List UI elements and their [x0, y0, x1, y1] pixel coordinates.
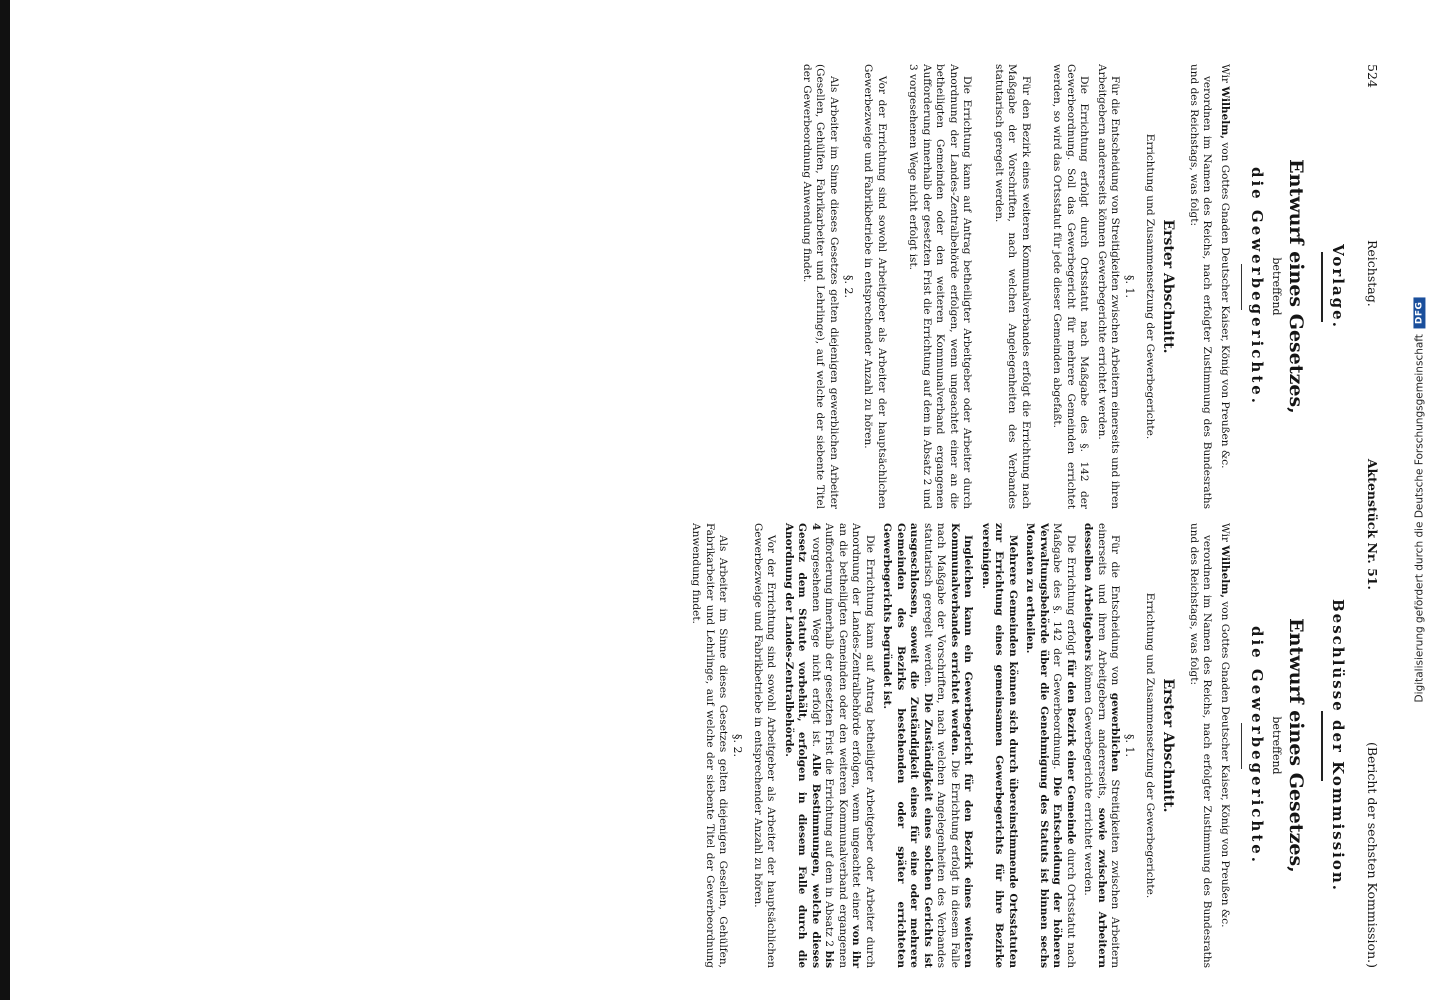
paragraph-text: Mehrere Gemeinden können sich durch übereinstimmende Ortsstatuten zur Errichtung eines gemeinsamen Gewerbegerichts für ihre Bezirke vereinigen. — [980, 523, 1019, 968]
paragraph-text: Die Errichtung kann auf Antrag betheiligter Arbeitgeber oder Arbeiter durch Anordnung der Landes-Zentralbehörde erfolgen, wenn ungeachtet einer von ihr an die betheiligten Gemeinden oder den weiteren Kommunalverband ergangenen Aufforderung innerhalb der gesetzten Frist die Errichtung auf dem in Absatz 2 bis 4 vorgesehenen Wege nicht erfolgt ist. Alle Bestimmungen, welche dieses Gesetz dem Statute vorbehält, erfolgen in diesem Falle durch die Anordnung der Landes-Zentralbehörde. — [783, 523, 876, 969]
column-vorlage — [685, 64, 1351, 509]
paragraph-text: Als Arbeiter im Sinne dieses Gesetzes gelten diejenigen gewerblichen Arbeiter (Gesellen, Gehülfen, Fabrikarbeiter und Lehrlinge), auf welche der siebente Titel der Gewerbeordnung Anwendung findet. — [801, 64, 840, 509]
law-betreffend: betreffend — [1270, 257, 1283, 316]
law-title: Entwurf eines Gesetzes, — [1285, 159, 1307, 414]
paragraph-sign: §. 1. — [1123, 734, 1137, 757]
law-subject: die Gewerbegerichte. — [1248, 166, 1266, 407]
header-left: Reichstag. — [1365, 239, 1380, 307]
watermark-text: Digitalisierung gefördert durch die Deutsche Forschungsgemeinschaft — [1413, 334, 1425, 703]
header-document-number: Aktenstück Nr. 51. — [1365, 458, 1380, 590]
document-page — [30, 46, 1390, 986]
section-subtitle: Errichtung und Zusammensetzung der Gewerbegerichte. — [1144, 133, 1157, 440]
paragraph-text: Die Errichtung erfolgt durch Ortsstatut nach Maßgabe des §. 142 der Gewerbeordnung. Soll das Gewerbegericht für mehrere Gemeinden errichtet werden, so wird das Ortsstatut für jede dieser Gemeinden abgefaßt. — [1051, 64, 1091, 509]
heading-rule — [1321, 252, 1323, 322]
column-heading: Beschlüsse der Kommission. — [1329, 599, 1347, 892]
paragraph-text: Vor der Errichtung sind sowohl Arbeitgeber als Arbeiter der hauptsächlichen Gewerbezweige und Fabrikbetriebe in entsprechender Anzahl zu hören. — [752, 523, 778, 968]
paragraph-text: Als Arbeiter im Sinne dieses Gesetzes gelten diejenigen Gesellen, Gehülfen, Fabrikarbeiter und Lehrlinge, auf welche der siebente Titel der Gewerbeordnung Anwendung findet. — [690, 523, 730, 968]
law-betreffend: betreffend — [1270, 716, 1283, 775]
section-title: Erster Abschnitt. — [1160, 678, 1177, 813]
enactment-clause: verordnen im Namen des Reichs, nach erfolgter Zustimmung des Bundesraths und des Reichstags, was folgt: — [1188, 64, 1214, 509]
digitization-watermark — [1408, 5, 1430, 995]
paragraph-text: Für den Bezirk eines weiteren Kommunalverbandes erfolgt die Errichtung nach Maßgabe der Vorschriften, nach welchen Angelegenheiten des Verbandes statutarisch geregelt werden. — [993, 64, 1032, 509]
law-subject: die Gewerbegerichte. — [1248, 625, 1266, 866]
page-header — [1365, 64, 1380, 968]
section-title: Erster Abschnitt. — [1160, 219, 1177, 354]
paragraph-text: Für die Entscheidung von Streitigkeiten zwischen Arbeitern einerseits und ihren Arbeitgebern andererseits können Gewerbegerichte errichtet werden. — [1096, 64, 1122, 509]
paragraph-sign: §. 1. — [1123, 275, 1137, 298]
scan-edge-strip — [0, 0, 10, 1000]
paragraph-sign: §. 2. — [731, 734, 745, 757]
paragraph-text: Vor der Errichtung sind sowohl Arbeitgeber als Arbeiter der hauptsächlichen Gewerbezweige und Fabrikbetriebe in entsprechender Anzahl zu hören. — [862, 64, 888, 509]
paragraph-text: Für die Entscheidung von gewerblichen Streitigkeiten zwischen Arbeitern einerseits und ihren Arbeitgebern andererseits, sowie zwischen Arbeitern desselben Arbeitgebers können Gewerbegerichte errichtet werden. — [1082, 523, 1122, 968]
paragraph-sign: §. 2. — [842, 275, 855, 298]
divider — [1241, 723, 1242, 769]
column-heading: Vorlage. — [1329, 244, 1347, 329]
preamble: Wir Wilhelm, von Gottes Gnaden Deutscher Kaiser, König von Preußen &c. — [1219, 64, 1231, 469]
column-beschluesse — [685, 523, 1351, 968]
dfg-logo: DFG — [1413, 298, 1425, 329]
section-subtitle: Errichtung und Zusammensetzung der Gewerbegerichte. — [1144, 592, 1157, 899]
paragraph-text: Ingleichen kann ein Gewerbegericht für den Bezirk eines weiteren Kommunalverbandes errichtet werden. Die Errichtung erfolgt in diesem Falle nach Maßgabe der Vorschriften, nach welchen Angelegenheiten des Verbandes statutarisch geregelt werden. Die Zuständigkeit eines solchen Gerichts ist ausgeschlossen, soweit die Zuständigkeit eines für eine oder mehrere Gemeinden des Bezirks bestehenden oder später errichteten Gewerbegerichts begründet ist. — [881, 523, 975, 968]
rotated-page-content — [30, 46, 1390, 986]
paragraph-text: Die Errichtung kann auf Antrag betheiligter Arbeitgeber oder Arbeiter durch Anordnung der Landes-Zentralbehörde erfolgen, wenn ungeachtet einer an die betheiligten Gemeinden oder den weiteren Kommunalverband ergangenen Aufforderung innerhalb der gesetzten Frist die Errichtung auf dem in Absatz 2 und 3 vorgesehenen Wege nicht erfolgt ist. — [907, 64, 974, 509]
page-number: 524 — [1365, 64, 1380, 88]
heading-rule — [1321, 711, 1323, 781]
enactment-clause: verordnen im Namen des Reichs, nach erfolgter Zustimmung des Bundesraths und des Reichstags, was folgt: — [1188, 523, 1214, 968]
header-right: (Bericht der sechsten Kommission.) — [1365, 741, 1380, 968]
paragraph-text: Die Errichtung erfolgt für den Bezirk einer Gemeinde durch Ortsstatut nach Maßgabe des §. 142 der Gewerbeordnung. Die Entscheidung der höheren Verwaltungsbehörde über die Genehmigung des Statuts ist binnen sechs Monaten zu ertheilen. — [1024, 523, 1077, 969]
divider — [1241, 264, 1242, 310]
law-title: Entwurf eines Gesetzes, — [1285, 618, 1307, 873]
preamble: Wir Wilhelm, von Gottes Gnaden Deutscher Kaiser, König von Preußen &c. — [1219, 523, 1231, 928]
two-column-body — [685, 64, 1351, 968]
